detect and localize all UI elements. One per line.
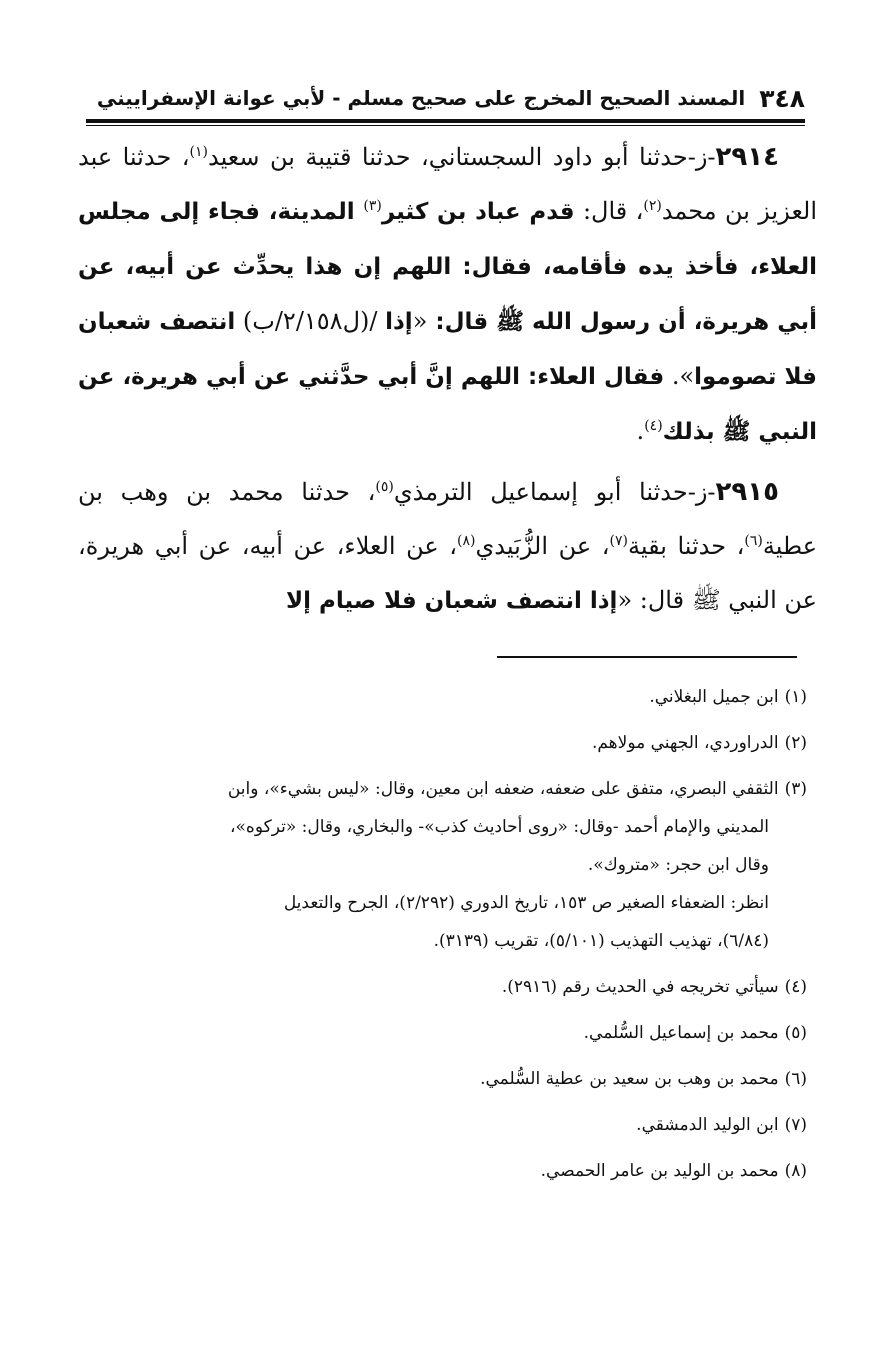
page-number: ٣٤٨	[759, 84, 805, 113]
footnote-text: محمد بن الوليد بن عامر الحمصي.	[540, 1161, 779, 1181]
footnote-ref: (٣)	[363, 198, 382, 214]
hadith-matn: فقال العلاء: اللهم إنَّ أبي حدَّثني عن أبي هريرة، عن النبي ﷺ بذلك	[78, 364, 817, 445]
footnote-ref: (٨)	[457, 533, 476, 549]
footnote-7	[80, 1106, 807, 1144]
hadith-2914	[78, 130, 817, 459]
hadith-text: -ز-حدثنا أبو إسماعيل الترمذي	[393, 478, 716, 506]
footnote-line: انظر: الضعفاء الصغير ص ١٥٣، تاريخ الدوري (٢/٢٩٢)، الجرح والتعديل	[283, 893, 769, 913]
hadith-matn: إذا	[385, 309, 413, 335]
footnote-line	[80, 770, 807, 808]
hadith-text: «	[412, 307, 428, 335]
hadith-text: ، حدثنا بقية	[627, 532, 745, 560]
page-header	[86, 72, 805, 116]
hadith-text: ، قال:	[574, 197, 644, 225]
hadith-matn: المدينة، فجاء إلى مجلس العلاء، فأخذ يده فأقامه، فقال: اللهم إن هذا يحدِّث عن أبيه، عن أبي هريرة، أن رسول الله ﷺ قال:	[78, 199, 818, 335]
hadith-number: ٢٩١٥	[715, 477, 780, 507]
hadith-text: ، عن الزُّبَيدي	[475, 532, 610, 560]
footnote-3	[80, 770, 807, 960]
footnote-label: (٧)	[784, 1115, 807, 1135]
manuscript-ref: /(ل٢/١٥٨/ب)	[235, 307, 386, 335]
footnote-text: الدراوردي، الجهني مولاهم.	[591, 733, 779, 753]
running-title: المسند الصحيح المخرج على صحيح مسلم - لأبي عوانة الإسفراييني	[96, 86, 746, 110]
footnote-label: (٨)	[784, 1161, 807, 1181]
footnote-text: محمد بن إسماعيل السُّلمي.	[583, 1023, 779, 1043]
footnote-8	[80, 1152, 807, 1190]
footnote-1	[80, 678, 807, 716]
hadith-2915	[78, 465, 817, 628]
footnote-ref: (٢)	[643, 198, 662, 214]
footnote-2	[80, 724, 807, 762]
footnote-ref: (٤)	[644, 418, 663, 434]
header-rule-thin	[86, 125, 805, 126]
footnote-separator	[497, 656, 797, 658]
hadith-matn: انتصف شعبان فلا تصوموا	[78, 309, 817, 390]
footnote-ref: (٧)	[609, 533, 628, 549]
footnote-text: ابن الوليد الدمشقي.	[636, 1115, 779, 1135]
hadith-text: ، عن العلاء، عن أبيه، عن أبي هريرة، عن النبي ﷺ قال: «	[78, 532, 817, 614]
footnote-line: المديني والإمام أحمد -وقال: «روى أحاديث كذب»- والبخاري، وقال: «تركوه»،	[230, 817, 769, 837]
footnote-ref: (١)	[189, 144, 208, 160]
footnote-line: (٦/٨٤)، تهذيب التهذيب (٥/١٠١)، تقريب (٣١٣٩).	[433, 931, 769, 951]
footnote-4	[80, 968, 807, 1006]
footnote-text: محمد بن وهب بن سعيد بن عطية السُّلمي.	[480, 1069, 779, 1089]
hadith-text: ».	[664, 362, 695, 390]
footnote-label: (١)	[784, 687, 807, 707]
footnote-line: وقال ابن حجر: «متروك».	[587, 855, 769, 875]
footnote-ref: (٥)	[375, 479, 394, 495]
footnote-label: (٦)	[784, 1069, 807, 1089]
hadith-text: .	[636, 417, 645, 445]
footnote-text: الثقفي البصري، متفق على ضعفه، ضعفه ابن معين، وقال: «ليس بشيء»، وابن	[227, 779, 779, 799]
hadith-text: ، حدثنا محمد بن وهب بن عطية	[78, 478, 818, 560]
footnote-5	[80, 1014, 807, 1052]
hadith-matn: إذا انتصف شعبان فلا صيام إلا	[285, 588, 618, 614]
hadith-number: ٢٩١٤	[715, 142, 779, 172]
footnotes	[80, 678, 807, 1198]
footnote-label: (٥)	[784, 1023, 807, 1043]
header-rule	[86, 119, 805, 123]
footnote-label: (٤)	[784, 977, 807, 997]
main-text	[78, 130, 817, 634]
footnote-6	[80, 1060, 807, 1098]
footnote-text: سيأتي تخريجه في الحديث رقم (٢٩١٦).	[501, 977, 779, 997]
footnote-label: (٢)	[784, 733, 807, 753]
footnote-ref: (٦)	[744, 533, 763, 549]
hadith-matn: قدم عباد بن كثير	[381, 199, 575, 225]
hadith-text: -ز-حدثنا أبو داود السجستاني، حدثنا قتيبة بن سعيد	[207, 143, 716, 171]
footnote-label: (٣)	[784, 779, 807, 799]
hadith-text: ، حدثنا عبد العزيز بن محمد	[78, 143, 818, 225]
footnote-text: ابن جميل البغلاني.	[649, 687, 779, 707]
